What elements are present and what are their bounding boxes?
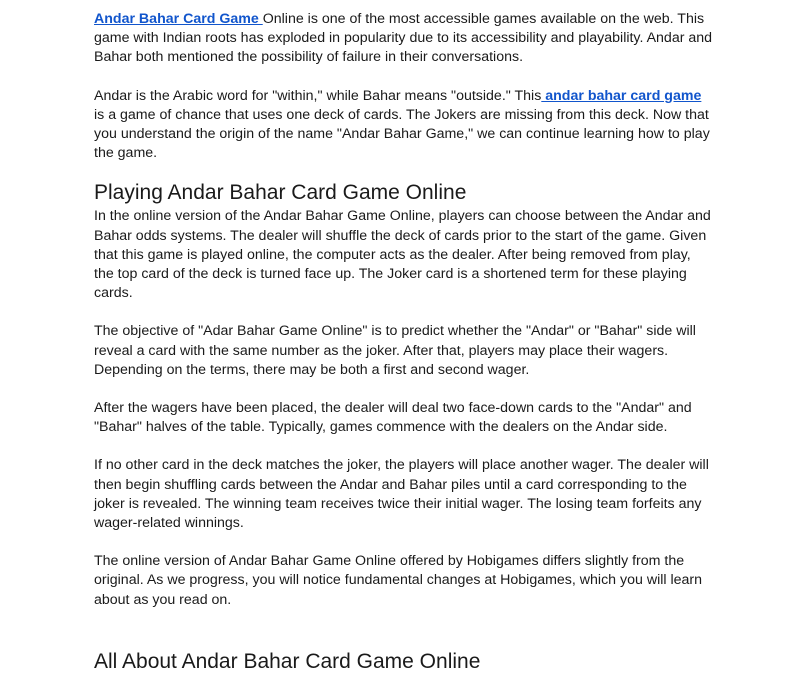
section-heading-all-about: All About Andar Bahar Card Game Online [94, 649, 481, 673]
spacer [94, 380, 714, 399]
intro-paragraph-1-text: Online is one of the most accessible games available on the web. This game with Indian roots has exploded in popularity due to its accessibility and playability. Andar and Bahar both mentioned the possibility of failure in their conversations. [94, 11, 713, 66]
spacer [94, 68, 714, 87]
spacer [94, 533, 714, 552]
andar-bahar-card-game-inline-link[interactable]: andar bahar card game [541, 87, 702, 104]
intro-paragraph-2 [94, 87, 714, 164]
section-heading-playing: Playing Andar Bahar Card Game Online [94, 181, 467, 205]
andar-bahar-card-game-link[interactable]: Andar Bahar Card Game [94, 11, 263, 27]
section1-paragraph-5: The online version of Andar Bahar Game Online offered by Hobigames differs slightly from the original. As we progress, you will notice fundamental changes at Hobigames, which you will learn about as you read on. [94, 553, 703, 608]
section1-paragraph-2: The objective of "Adar Bahar Game Online" is to predict whether the "Andar" or "Bahar" side will reveal a card with the same number as the joker. After that, players may place their wagers. Depending on the terms, there may be both a first and second wager. [94, 323, 696, 378]
section1-paragraph-3: After the wagers have been placed, the dealer will deal two face-down cards to the "Andar" and "Bahar" halves of the table. Typically, games commence with the dealers on the Andar side. [94, 400, 692, 436]
spacer [94, 437, 714, 456]
document-page [94, 10, 714, 676]
spacer [94, 610, 714, 648]
spacer [94, 303, 714, 322]
section1-paragraph-1: In the online version of the Andar Bahar Game Online, players can choose between the Andar and Bahar odds systems. The dealer will shuffle the deck of cards prior to the start of the game. Given that this game is played online, the computer acts as the dealer. After being removed from play, the top card of the deck is turned face up. The Joker card is a shortened term for these playing cards. [94, 208, 711, 302]
intro-paragraph-2-after: is a game of chance that uses one deck of cards. The Jokers are missing from this deck. Now that you understand the origin of the name "Andar Bahar Game," we can continue learning how to play the game. [94, 106, 710, 162]
intro-paragraph-1 [94, 10, 714, 68]
intro-paragraph-2-before: Andar is the Arabic word for "within," while Bahar means "outside." This [94, 87, 542, 104]
section1-paragraph-4: If no other card in the deck matches the joker, the players will place another wager. The dealer will then begin shuffling cards between the Andar and Bahar piles until a card corresponding to the joker is revealed. The winning team receives twice their initial wager. The losing team forfeits any wager-related winnings. [94, 457, 709, 532]
